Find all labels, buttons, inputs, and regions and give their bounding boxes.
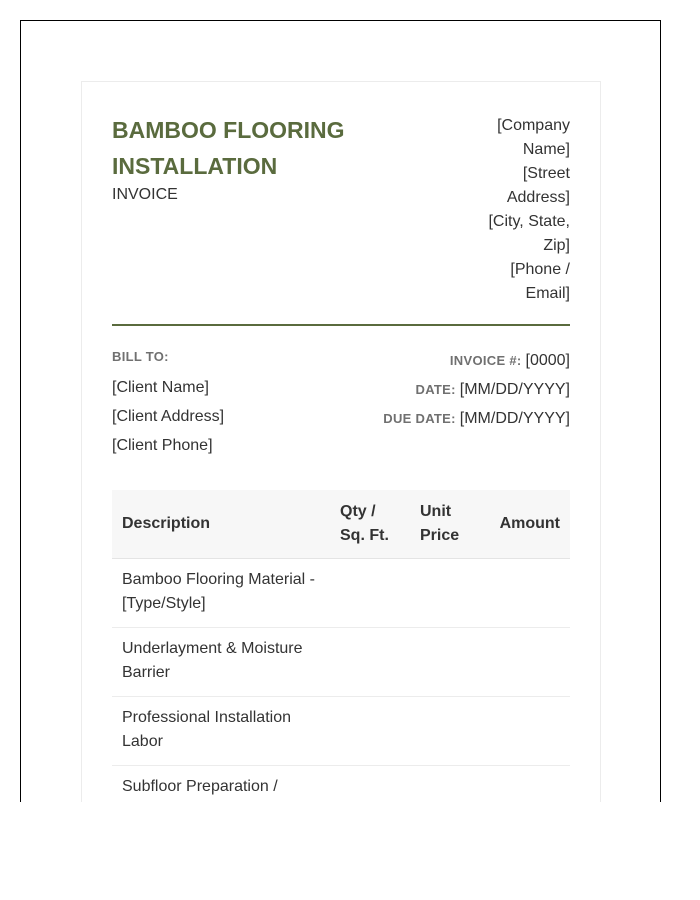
bill-to-block <box>112 373 224 460</box>
row-qty <box>330 697 410 766</box>
client-name: [Client Name] <box>112 379 209 396</box>
row-qty <box>330 628 410 697</box>
header-amount: Amount <box>485 490 570 559</box>
company-info <box>450 114 570 306</box>
company-line: Zip] <box>543 237 570 254</box>
due-date-value: [MM/DD/YYYY] <box>459 410 570 427</box>
line-items-table <box>112 490 570 802</box>
invoice-date-value: [MM/DD/YYYY] <box>459 381 570 398</box>
row-amount <box>485 766 570 803</box>
document-viewport <box>20 20 661 802</box>
due-date-label: DUE DATE: <box>383 411 456 426</box>
row-amount <box>485 697 570 766</box>
header-unit-price: Unit Price <box>410 490 485 559</box>
row-unit-price <box>410 697 485 766</box>
invoice-title: BAMBOO FLOORING INSTALLATION <box>112 117 345 179</box>
company-line: Name] <box>522 141 570 158</box>
table-header-row <box>112 490 570 559</box>
row-unit-price <box>410 766 485 803</box>
table-row <box>112 559 570 628</box>
header-description: Description <box>112 490 330 559</box>
row-unit-price <box>410 628 485 697</box>
header-qty: Qty / Sq. Ft. <box>330 490 410 559</box>
row-description: Professional Installation Labor <box>112 697 330 766</box>
company-line: [City, State, <box>488 213 570 230</box>
invoice-date-row <box>383 375 570 404</box>
header-divider <box>112 324 570 326</box>
company-line: Address] <box>506 189 570 206</box>
company-line: [Phone / <box>510 261 570 278</box>
invoice-sheet <box>81 81 601 802</box>
bill-to-label: BILL TO: <box>112 349 169 364</box>
invoice-number-label: INVOICE #: <box>449 353 522 368</box>
client-phone: [Client Phone] <box>112 437 213 454</box>
table-row <box>112 628 570 697</box>
row-qty <box>330 766 410 803</box>
client-address: [Client Address] <box>112 408 225 425</box>
row-qty <box>330 559 410 628</box>
row-description: Bamboo Flooring Material - [Type/Style] <box>112 559 330 628</box>
row-amount <box>485 559 570 628</box>
table-row <box>112 697 570 766</box>
row-unit-price <box>410 559 485 628</box>
invoice-number-value: [0000] <box>525 352 570 369</box>
row-description: Subfloor Preparation / <box>112 766 330 803</box>
invoice-meta <box>383 346 570 433</box>
invoice-date-label: DATE: <box>415 382 456 397</box>
row-description: Underlayment & Moisture Barrier <box>112 628 330 697</box>
row-amount <box>485 628 570 697</box>
company-line: Email] <box>525 285 570 302</box>
company-line: [Company <box>497 117 570 134</box>
invoice-number-row <box>383 346 570 375</box>
due-date-row <box>383 404 570 433</box>
invoice-subtitle: INVOICE <box>112 186 178 203</box>
table-row <box>112 766 570 803</box>
company-line: [Street <box>522 165 570 182</box>
